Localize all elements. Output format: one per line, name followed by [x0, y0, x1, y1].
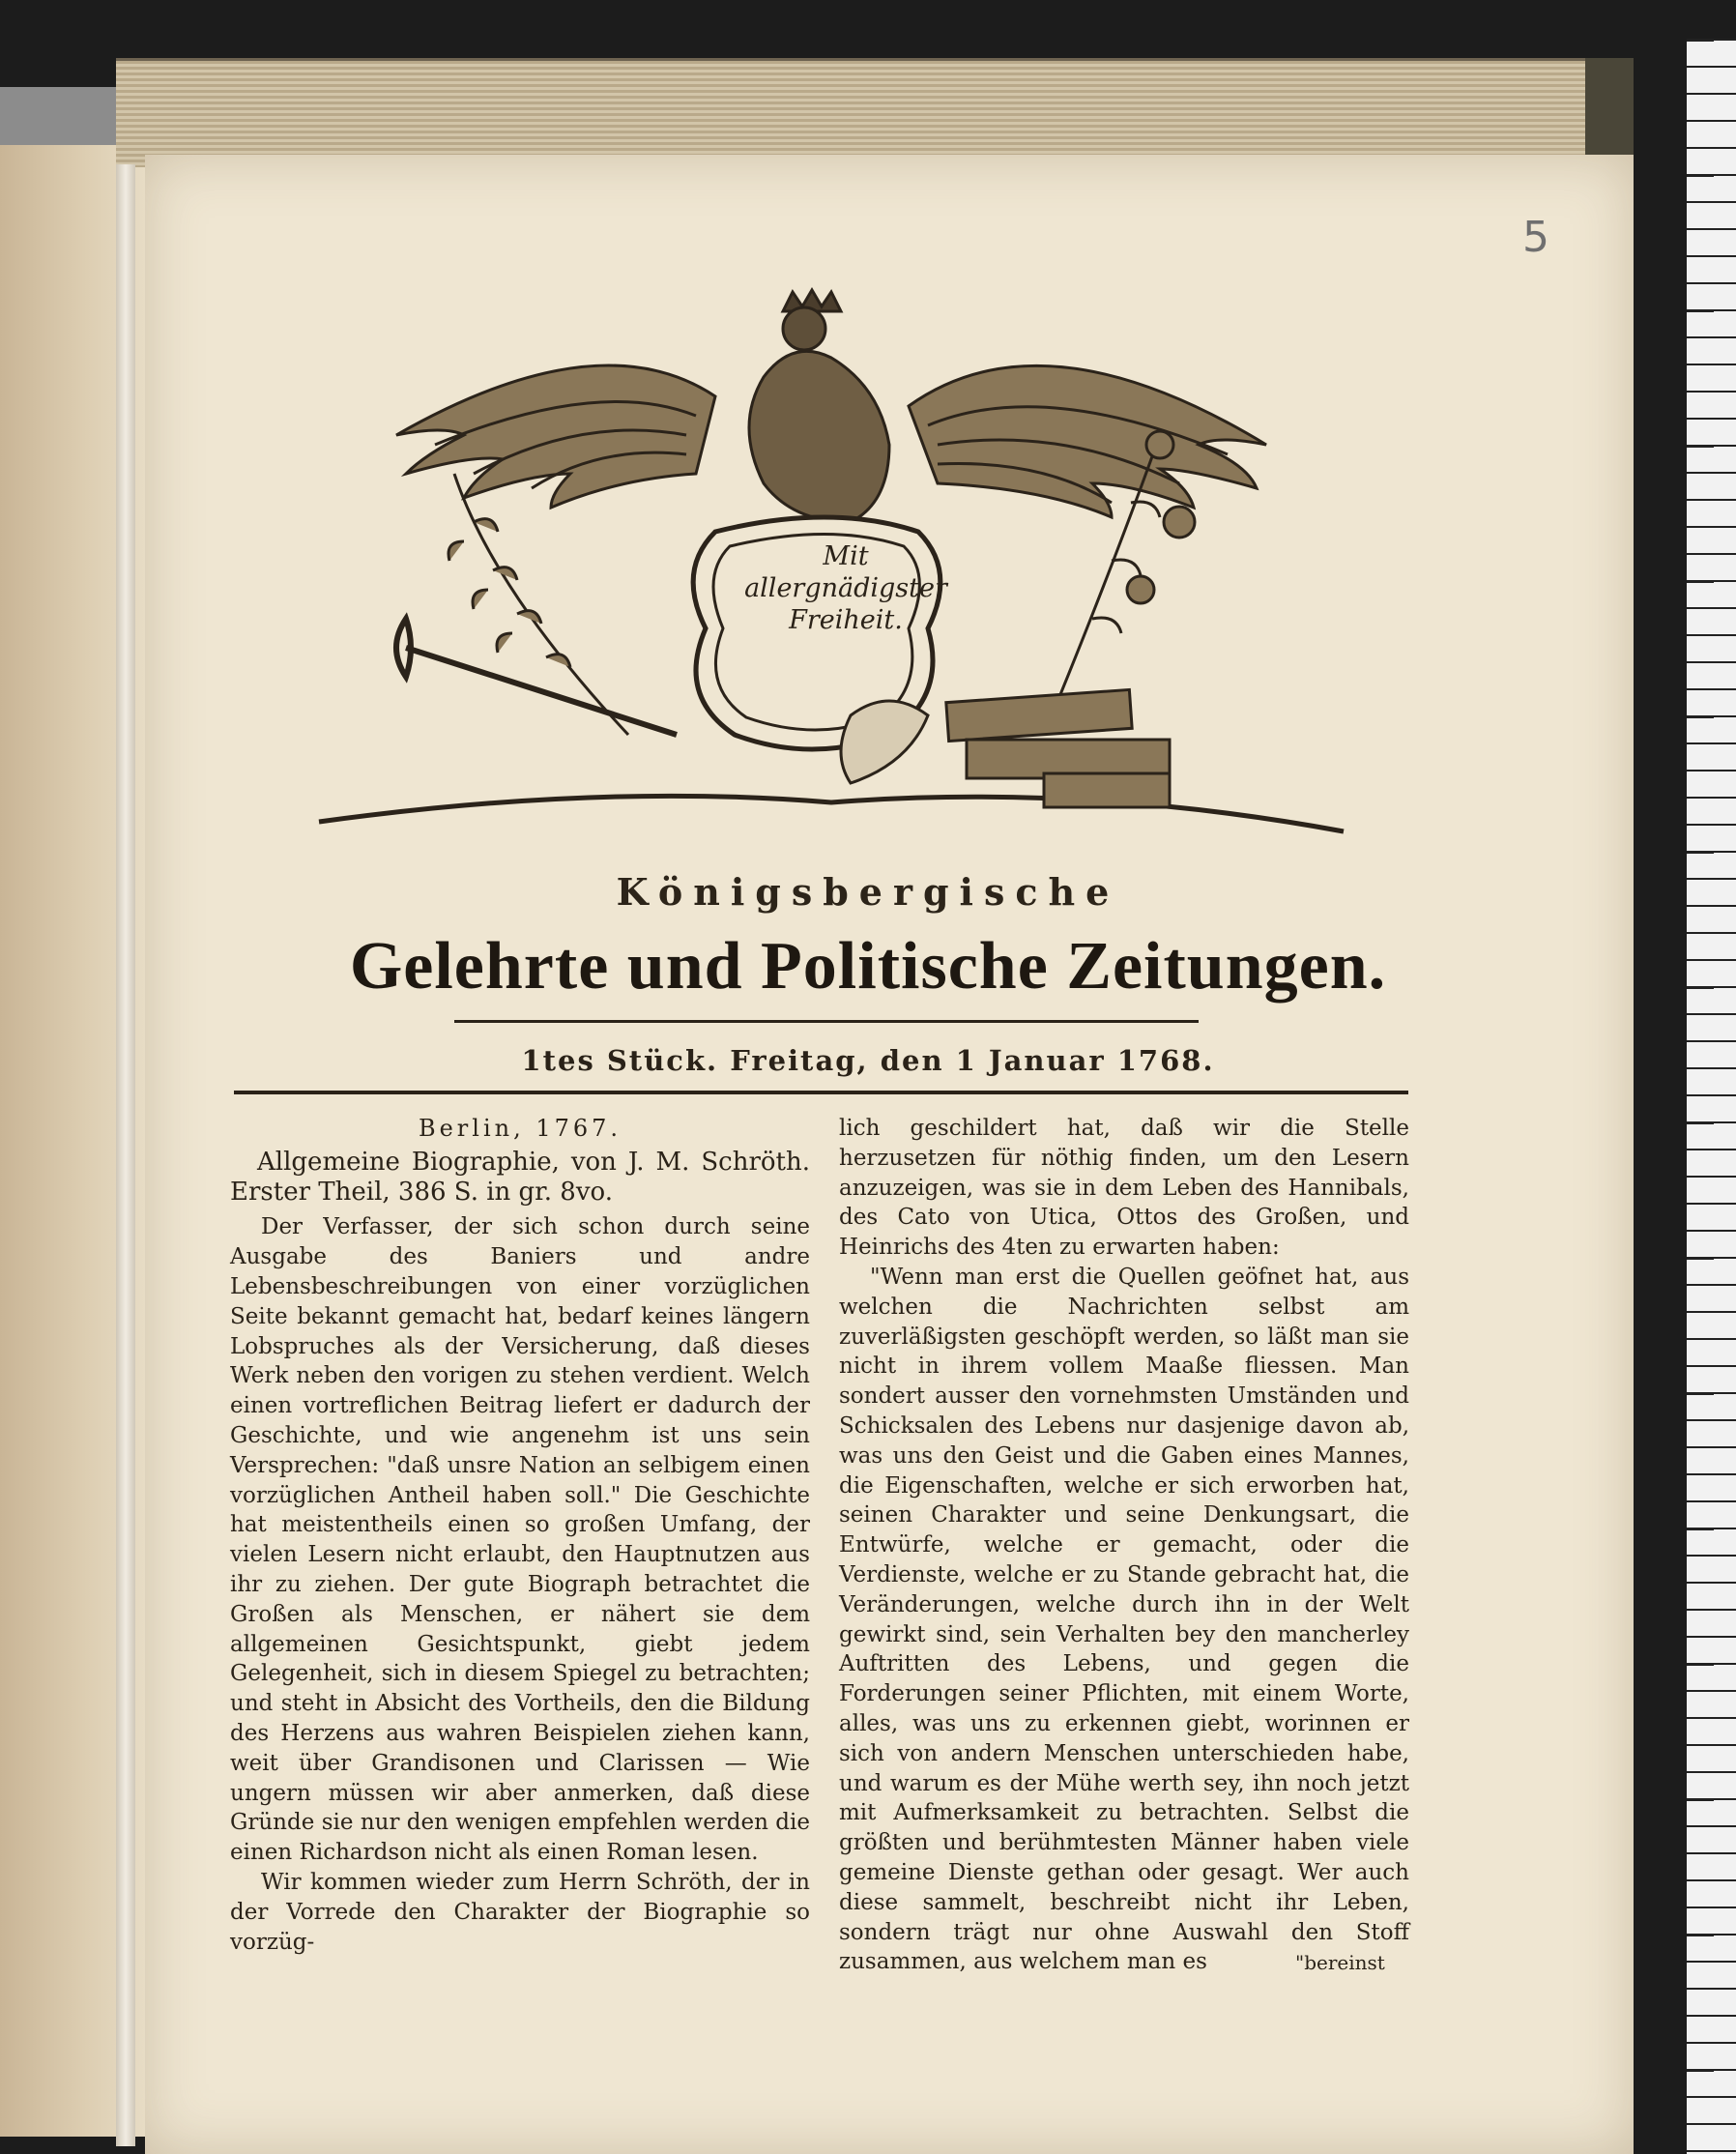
crest-motto [735, 541, 957, 637]
ruler-major-ticks [1687, 39, 1714, 2154]
review-paragraph-1: Der Verfasser, der sich schon durch seine Ausgabe des Baniers und andre Lebensbeschreibungen von einer vorzüglichen Seite bekannt gemacht hat, bedarf keines längern Lobspruches als der Versicherung, daß dieses Werk neben den vorigen zu stehen verdient. Welch einen vortreflichen Beitrag liefert er dadurch der Geschichte, und wie angenehm ist uns sein Versprechen: "daß unsre Nation an selbigem einen vorzüglichen Antheil haben soll." Die Geschichte hat meistentheils einen so großen Umfang, der vielen Lesern nicht erlaubt, den Hauptnutzen aus ihr zu ziehen. Der gute Biograph betrachtet die Großen als Menschen, er nähert sie dem allgemeinen Gesichtspunkt, giebt jedem Gelegenheit, sich in diesem Spiegel zu betrachten; und steht in Absicht des Vortheils, den die Bildung des Herzens aus wahren Beispielen ziehen kann, weit über Grandisonen und Clarissen — Wie ungern müssen wir aber anmerken, daß diese Gründe sie nur den wenigen empfehlen werden die einen Richardson nicht als einen Roman lesen. [230, 1214, 810, 1866]
right-paragraph-2: "Wenn man erst die Quellen geöfnet hat, aus welchen die Nachrichten selbst am zuverläßigsten geschöpft werden, so läßt man sie nicht in ihrem vollem Maaße fliessen. Man sondert ausser den vornehmsten Umständen und Schicksalen des Lebens nur dasjenige davon ab, was uns den Geist und die Gaben eines Mannes, die Eigenschaften, welche er sich erworben hat, seinen Charakter und seine Denkungsart, die Entwürfe, welche er gemacht, oder die Verdienste, welche er zu Stande gebracht hat, die Veränderungen, welche durch ihn in der Welt gewirkt sind, sein Verhalten bey den mancherley Auftritten des Lebens, und gegen die Forderungen seiner Pflichten, mit einem Worte, alles, was uns zu erkennen giebt, worinnen er sich von andern Menschen unterschieden habe, und warum es der Mühe werth sey, ihn noch jetzt mit Aufmerksamkeit zu betrachten. Selbst die größten und berühmtesten Männer haben viele gemeine Dienste gethan oder gesagt. Wer auch diese sammelt, beschreibt nicht ihr Leben, sondern trägt nur ohne Auswahl den Stoff zusammen, aus welchem man es [839, 1264, 1409, 1975]
masthead-subtitle: Königsbergische [616, 870, 1120, 914]
pencil-page-number: 5 [1522, 213, 1549, 262]
motto-line-1: Mit [823, 541, 869, 571]
book-spine [116, 164, 135, 2146]
left-wing [396, 365, 715, 508]
trumpet-icon [396, 619, 677, 735]
left-column [230, 1114, 810, 1957]
right-column [839, 1114, 1409, 1977]
right-paragraph-1: lich geschildert hat, daß wir die Stelle herzusetzen für nöthig finden, um den Lesern anzuzeigen, was sie in dem Leben des Hannibals, des Cato von Utica, Ottos des Großen, und Heinrichs des 4ten zu erwarten haben: [839, 1116, 1409, 1261]
issue-line: 1tes Stück. Freitag, den 1 Januar 1768. [521, 1044, 1215, 1077]
binding-strip [0, 87, 135, 145]
motto-line-2: allergnädigster [744, 572, 947, 603]
header-rule [234, 1091, 1408, 1094]
scroll-icon [841, 701, 928, 783]
masthead-title: Gelehrte und Politische Zeitungen. [349, 929, 1387, 1004]
stacked-books-icon [946, 689, 1170, 807]
catchword: "bereinst [1295, 1951, 1385, 1974]
dateline: Berlin, 1767. [418, 1115, 622, 1142]
ground-line [319, 796, 1344, 831]
page-block-edge [116, 58, 1624, 167]
motto-line-3: Freiheit. [789, 604, 903, 635]
book-title: Allgemeine Biographie, von J. M. Schröth. Erster Theil, 386 S. in gr. 8vo. [230, 1147, 810, 1207]
book-cover-edge [1585, 58, 1634, 164]
review-paragraph-2: Wir kommen wieder zum Herrn Schröth, der in der Vorrede den Charakter der Biographie so vorzüg- [230, 1869, 810, 1955]
masthead-rule [454, 1020, 1199, 1023]
laurel-branch-left [454, 474, 628, 735]
eagle-body [749, 351, 889, 522]
